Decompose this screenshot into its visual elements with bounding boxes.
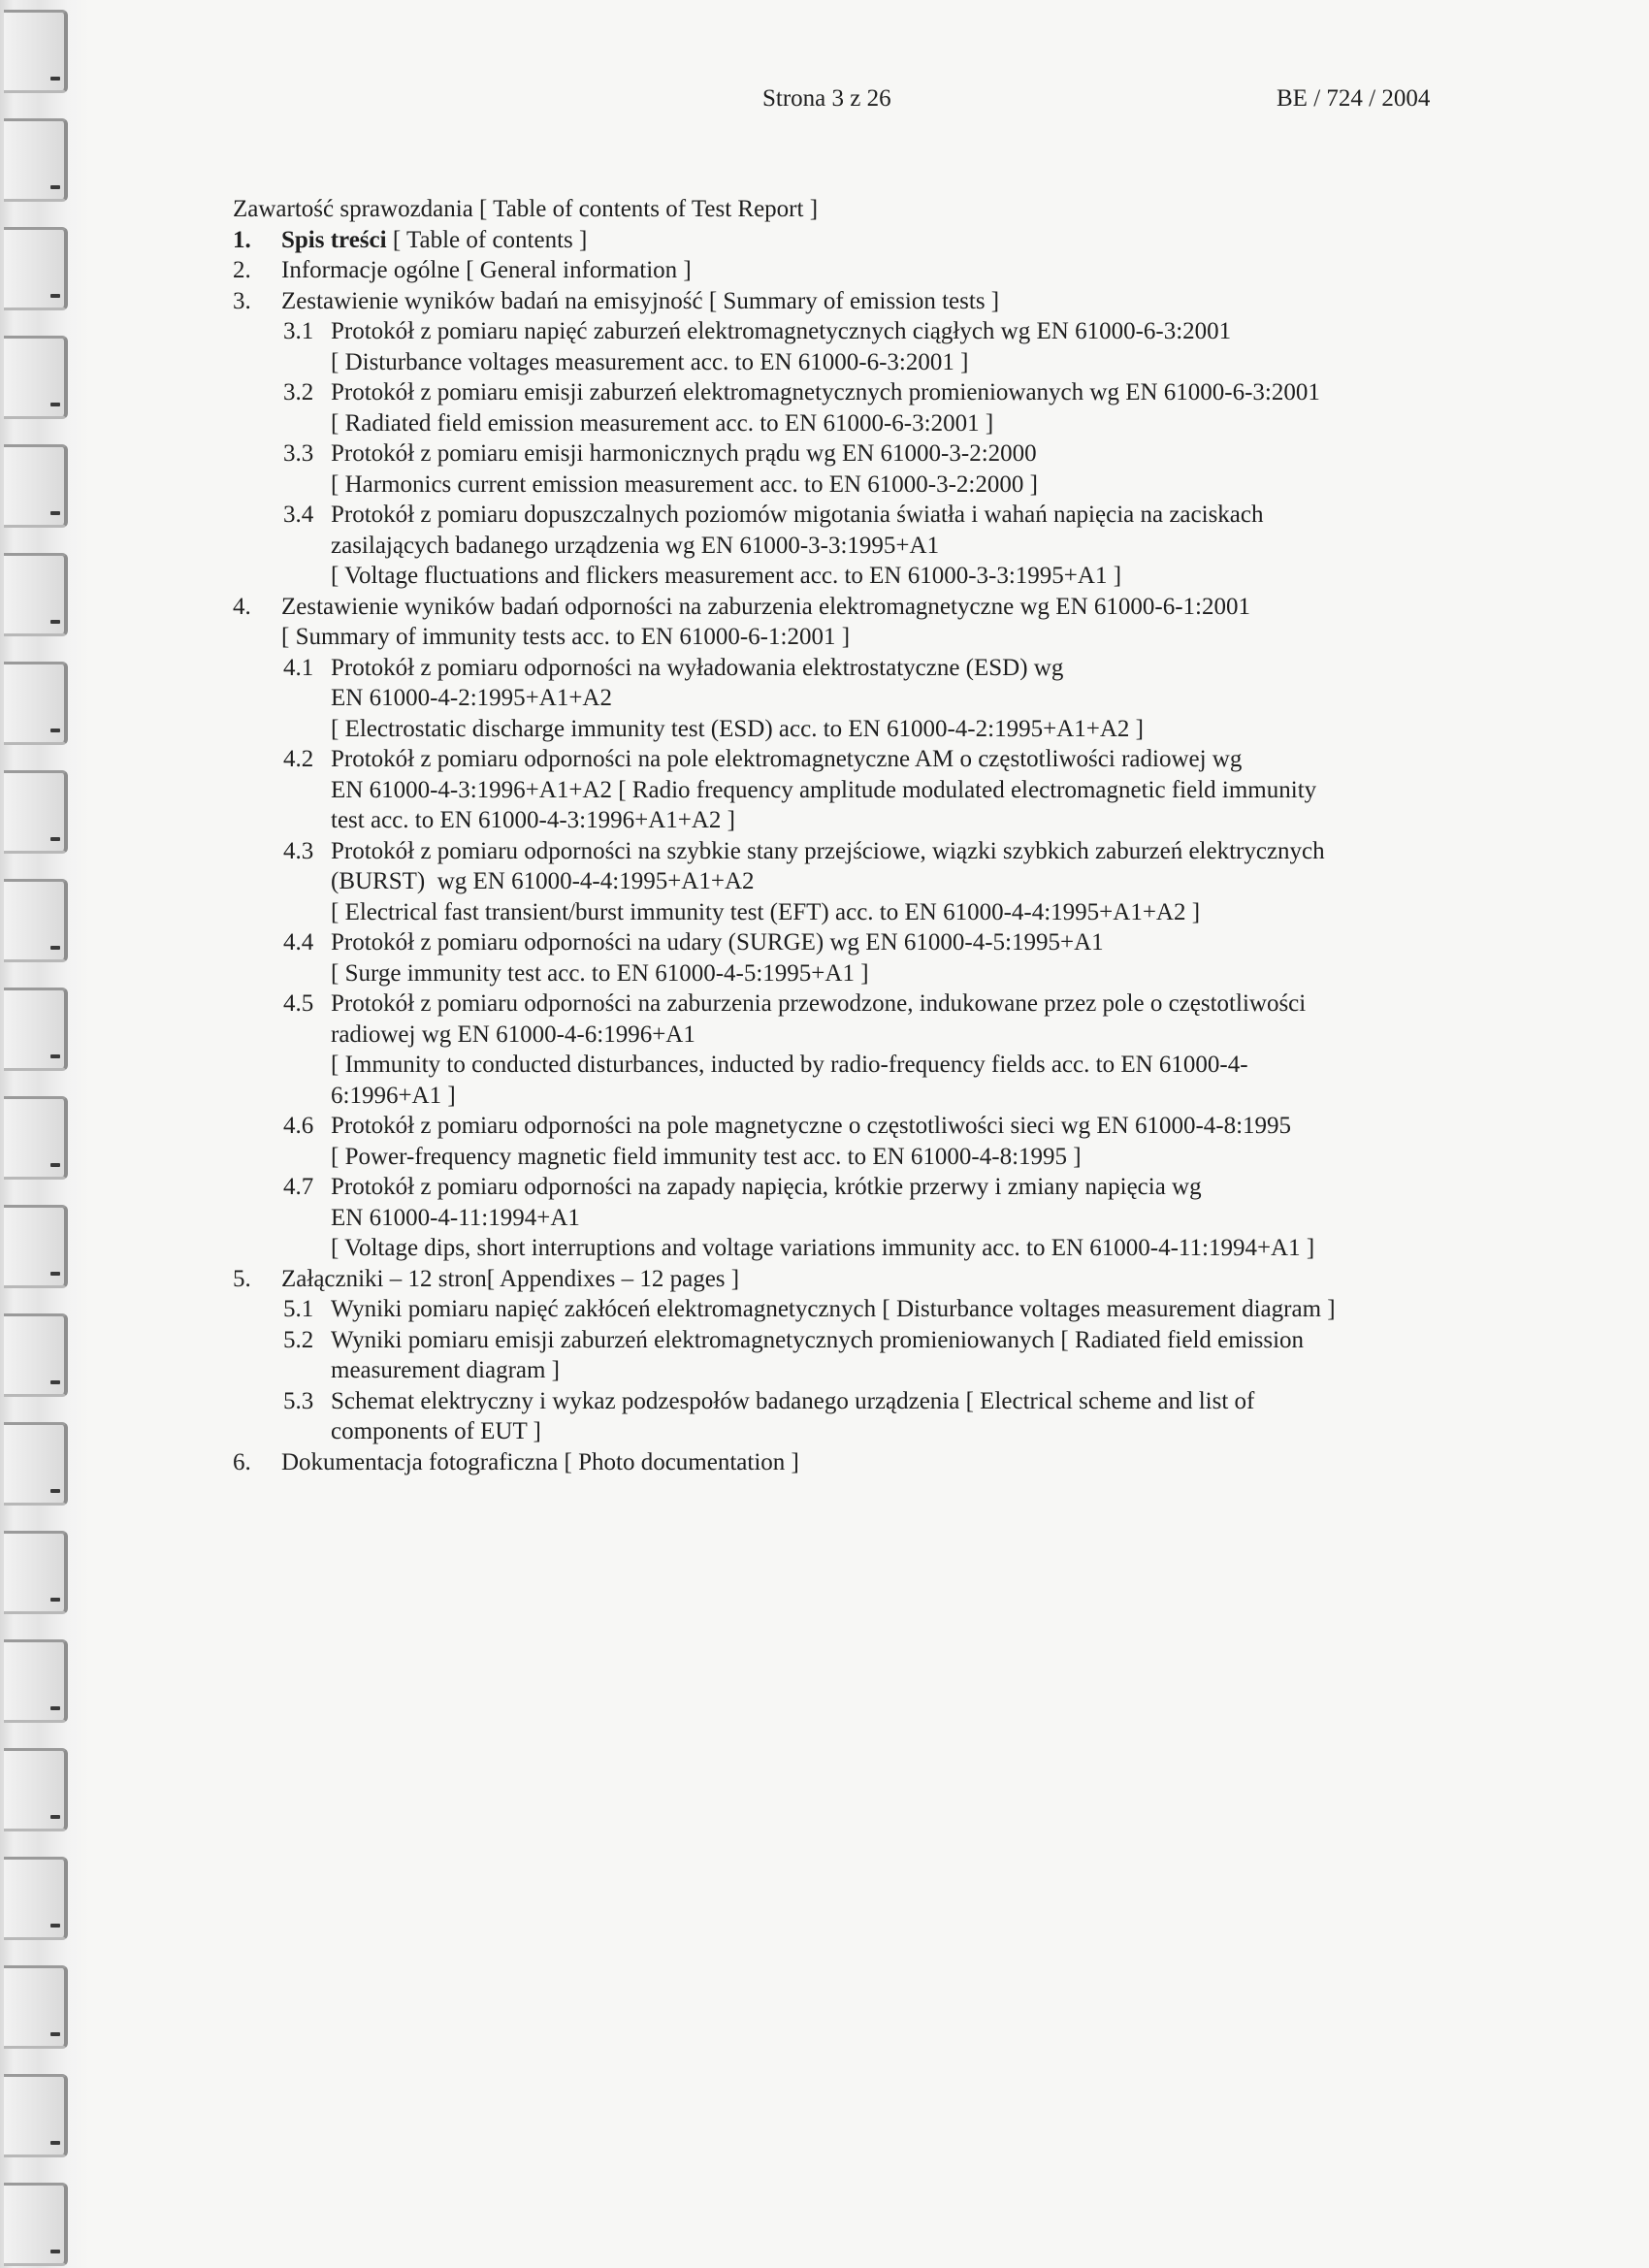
binding-ring [4,1639,68,1723]
binding-ring [4,227,68,310]
section-title: Zestawienie wyników badań na emisyjność [ Summary of emission tests ] [281,287,1000,314]
item-line: 6:1996+A1 ] [331,1082,456,1109]
toc-title: Zawartość sprawozdania [ Table of contents of Test Report ] [233,196,819,222]
section-title-bold: Spis treści [281,226,387,253]
table-of-contents [233,194,1494,1477]
toc-section-5 [233,1264,1494,1295]
page-number: Strona 3 z 26 [762,85,891,112]
toc-section-6 [233,1447,1494,1478]
item-line: Protokół z pomiaru odporności na wyładowania elektrostatyczne (ESD) wg [331,654,1064,681]
section-number: 2. [233,257,251,283]
binding-edge [0,0,89,2268]
item-number: 3.1 [283,318,314,344]
item-line: Protokół z pomiaru emisji harmonicznych prądu wg EN 61000-3-2:2000 [331,440,1037,467]
toc-item-5-2 [233,1325,1494,1386]
item-line: [ Electrostatic discharge immunity test (ESD) acc. to EN 61000-4-2:1995+A1+A2 ] [331,715,1144,742]
item-line: Schemat elektryczny i wykaz podzespołów badanego urządzenia [ Electrical scheme and list of [331,1387,1255,1414]
binding-ring [4,1096,68,1180]
section-number: 1. [233,226,251,253]
binding-ring [4,1857,68,1940]
section-title: Informacje ogólne [ General information ] [281,257,692,283]
binding-ring [4,1313,68,1397]
binding-ring [4,770,68,854]
item-number: 4.1 [283,654,314,681]
item-number: 4.3 [283,837,314,864]
binding-ring [4,879,68,962]
section-number: 5. [233,1265,251,1292]
section-number: 3. [233,287,251,314]
item-line: Protokół z pomiaru odporności na pole elektromagnetyczne AM o częstotliwości radiowej wg [331,746,1243,772]
item-line: [ Voltage fluctuations and flickers measurement acc. to EN 61000-3-3:1995+A1 ] [331,563,1122,589]
item-line: Protokół z pomiaru odporności na zaburzenia przewodzone, indukowane przez pole o częstotliwości [331,990,1307,1017]
toc-item-4-7 [233,1172,1494,1264]
item-line: Wyniki pomiaru napięć zakłóceń elektromagnetycznych [ Disturbance voltages measurement diagram ] [331,1296,1336,1322]
binding-ring [4,2074,68,2157]
item-line: EN 61000-4-2:1995+A1+A2 [331,685,612,711]
binding-ring [4,1531,68,1614]
toc-item-4-3 [233,836,1494,928]
item-line: test acc. to EN 61000-4-3:1996+A1+A2 ] [331,807,736,833]
toc-item-5-1 [233,1294,1494,1325]
binding-ring [4,1965,68,2049]
item-line: radiowej wg EN 61000-4-6:1996+A1 [331,1021,695,1048]
binding-ring [4,662,68,745]
item-line: Protokół z pomiaru emisji zaburzeń elektromagnetycznych promieniowanych wg EN 61000-6-3:2001 [331,379,1320,405]
item-line: [ Electrical fast transient/burst immunity test (EFT) acc. to EN 61000-4-4:1995+A1+A2 ] [331,898,1201,925]
toc-item-3-3 [233,438,1494,500]
toc-section-1 [233,225,1494,256]
item-line: [ Harmonics current emission measurement acc. to EN 61000-3-2:2000 ] [331,470,1038,498]
item-line: (BURST) wg EN 61000-4-4:1995+A1+A2 [331,868,755,894]
item-line: [ Power-frequency magnetic field immunity test acc. to EN 61000-4-8:1995 ] [331,1143,1082,1170]
toc-item-4-1 [233,653,1494,745]
item-number: 4.6 [283,1113,314,1139]
item-line: Protokół z pomiaru dopuszczalnych poziomów migotania światła i wahań napięcia na zaciskach [331,502,1264,528]
item-number: 4.5 [283,990,314,1017]
item-line: [ Radiated field emission measurement acc. to EN 61000-6-3:2001 ] [331,409,994,437]
item-number: 4.2 [283,746,314,772]
item-number: 3.2 [283,379,314,405]
item-line: measurement diagram ] [331,1357,561,1383]
section-title: Załączniki – 12 stron[ Appendixes – 12 pages ] [281,1265,740,1292]
section-title: Zestawienie wyników badań odporności na zaburzenia elektromagnetyczne wg EN 61000-6-1:2001 [281,593,1250,620]
item-line: [ Immunity to conducted disturbances, inducted by radio-frequency fields acc. to EN 61000-4- [331,1052,1248,1078]
binding-ring [4,988,68,1071]
page-header [0,85,1649,118]
section-title: Dokumentacja fotograficzna [ Photo documentation ] [281,1448,799,1475]
section-subtitle: [ Summary of immunity tests acc. to EN 61000-6-1:2001 ] [281,624,851,650]
binding-ring [4,444,68,528]
toc-item-3-2 [233,377,1494,438]
item-line: Protokół z pomiaru odporności na zapady napięcia, krótkie przerwy i zmiany napięcia wg [331,1174,1202,1200]
item-line: EN 61000-4-3:1996+A1+A2 [ Radio frequency amplitude modulated electromagnetic field immunity [331,776,1317,803]
binding-ring [4,1748,68,1831]
toc-item-4-5 [233,988,1494,1111]
toc-section-2 [233,255,1494,286]
item-number: 3.3 [283,440,314,467]
item-line: components of EUT ] [331,1418,541,1444]
item-line: Protokół z pomiaru odporności na udary (SURGE) wg EN 61000-4-5:1995+A1 [331,929,1104,956]
section-number: 6. [233,1448,251,1475]
toc-item-4-4 [233,927,1494,988]
toc-item-3-1 [233,316,1494,377]
toc-item-4-2 [233,744,1494,836]
toc-section-3 [233,286,1494,317]
binding-ring [4,1205,68,1288]
item-number: 5.3 [283,1387,314,1414]
item-number: 4.7 [283,1174,314,1200]
item-line: zasilających badanego urządzenia wg EN 61000-3-3:1995+A1 [331,532,940,559]
binding-ring [4,336,68,419]
item-line: Protokół z pomiaru napięć zaburzeń elektromagnetycznych ciągłych wg EN 61000-6-3:2001 [331,318,1232,344]
item-line: Protokół z pomiaru odporności na pole magnetyczne o częstotliwości sieci wg EN 61000-4-8:1995 [331,1113,1292,1139]
item-line: [ Surge immunity test acc. to EN 61000-4-5:1995+A1 ] [331,959,869,987]
item-line: Protokół z pomiaru odporności na szybkie stany przejściowe, wiązki szybkich zaburzeń elektrycznych [331,837,1325,864]
item-line: Wyniki pomiaru emisji zaburzeń elektromagnetycznych promieniowanych [ Radiated field emission [331,1326,1305,1353]
toc-item-5-3 [233,1386,1494,1447]
item-line: EN 61000-4-11:1994+A1 [331,1204,580,1231]
item-number: 3.4 [283,502,314,528]
binding-ring [4,10,68,93]
item-number: 4.4 [283,929,314,956]
item-number: 5.1 [283,1296,314,1322]
item-line: [ Voltage dips, short interruptions and voltage variations immunity acc. to EN 61000-4-11:1994+A1 ] [331,1235,1315,1261]
toc-section-4 [233,592,1494,623]
item-line: [ Disturbance voltages measurement acc. to EN 61000-6-3:2001 ] [331,348,969,375]
toc-item-3-4 [233,500,1494,592]
binding-ring [4,2183,68,2266]
toc-item-4-6 [233,1111,1494,1172]
report-id: BE / 724 / 2004 [1277,85,1431,112]
binding-ring [4,118,68,202]
binding-ring [4,1422,68,1506]
item-number: 5.2 [283,1326,314,1353]
binding-ring [4,553,68,636]
section-title-rest: [ Table of contents ] [386,226,588,253]
section-number: 4. [233,593,251,620]
